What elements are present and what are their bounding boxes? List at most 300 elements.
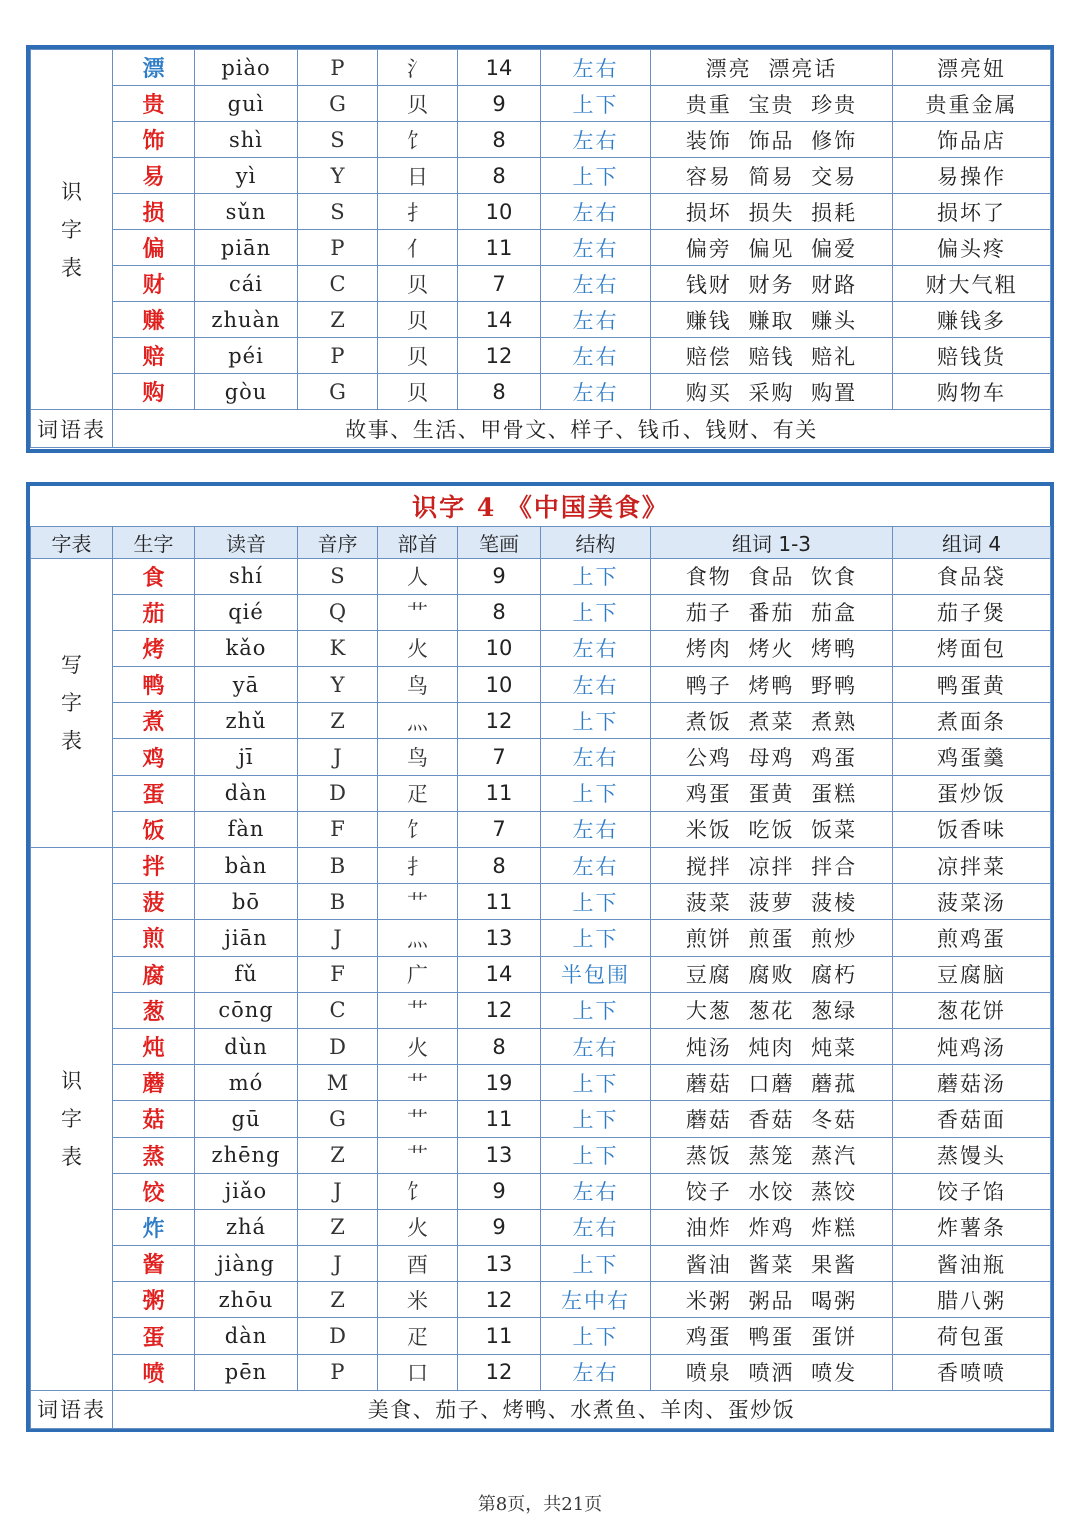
structure-cell: 上下 (541, 884, 651, 920)
table-row (31, 884, 1051, 920)
table-row (31, 630, 1051, 666)
word4-cell: 蛋炒饭 (893, 775, 1051, 811)
stroke-count-cell: 9 (458, 1173, 541, 1209)
word4-cell: 煮面条 (893, 703, 1051, 739)
table-row (31, 158, 1051, 194)
words-cell: 喷泉 喷洒 喷发 (651, 1354, 893, 1390)
words-cell: 鸡蛋 鸭蛋 蛋饼 (651, 1318, 893, 1354)
table-row (31, 920, 1051, 956)
phonetic-order-cell: D (298, 1028, 378, 1064)
words-cell: 购买 采购 购置 (651, 374, 893, 410)
word4-cell: 荷包蛋 (893, 1318, 1051, 1354)
structure-cell: 上下 (541, 558, 651, 594)
character-cell: 损 (113, 194, 195, 230)
stroke-count-cell: 8 (458, 122, 541, 158)
stroke-count-cell: 12 (458, 992, 541, 1028)
stroke-count-cell: 13 (458, 1246, 541, 1282)
radical-cell: 艹 (378, 1137, 458, 1173)
radical-cell: 人 (378, 558, 458, 594)
section-label-char: 表 (61, 255, 82, 280)
phonetic-order-cell: J (298, 920, 378, 956)
words-cell: 煎饼 煎蛋 煎炒 (651, 920, 893, 956)
table-row (31, 594, 1051, 630)
structure-cell: 左右 (541, 374, 651, 410)
phonetic-order-cell: G (298, 1101, 378, 1137)
character-cell: 茄 (113, 594, 195, 630)
structure-cell: 左右 (541, 122, 651, 158)
phonetic-order-cell: Z (298, 1137, 378, 1173)
word-table-block-1 (26, 45, 1054, 453)
phonetic-order-cell: P (298, 50, 378, 86)
table-row (31, 1173, 1051, 1209)
word4-cell: 贵重金属 (893, 86, 1051, 122)
radical-cell: 艹 (378, 992, 458, 1028)
pinyin-cell: kǎo (195, 630, 298, 666)
structure-cell: 左右 (541, 667, 651, 703)
word4-cell: 酱油瓶 (893, 1246, 1051, 1282)
radical-cell: 饣 (378, 1173, 458, 1209)
structure-cell: 上下 (541, 1065, 651, 1101)
stroke-count-cell: 8 (458, 158, 541, 194)
structure-cell: 上下 (541, 775, 651, 811)
radical-cell: 亻 (378, 230, 458, 266)
pinyin-cell: piān (195, 230, 298, 266)
character-cell: 腐 (113, 956, 195, 992)
stroke-count-cell: 9 (458, 1209, 541, 1245)
column-header: 结构 (541, 526, 651, 558)
table-row (31, 1282, 1051, 1318)
table-row (31, 992, 1051, 1028)
structure-cell: 左右 (541, 302, 651, 338)
structure-cell: 上下 (541, 703, 651, 739)
table-row (31, 50, 1051, 86)
character-cell: 蘑 (113, 1065, 195, 1101)
table-row (31, 266, 1051, 302)
structure-cell: 左右 (541, 1028, 651, 1064)
ciyu-words: 故事、生活、甲骨文、样子、钱币、钱财、有关 (113, 410, 1051, 448)
structure-cell: 左右 (541, 194, 651, 230)
radical-cell: 贝 (378, 302, 458, 338)
table-row (31, 1354, 1051, 1390)
stroke-count-cell: 11 (458, 775, 541, 811)
word-table-block-2 (26, 482, 1054, 1432)
radical-cell: 氵 (378, 50, 458, 86)
radical-cell: 火 (378, 1028, 458, 1064)
words-cell: 蒸饭 蒸笼 蒸汽 (651, 1137, 893, 1173)
words-cell: 豆腐 腐败 腐朽 (651, 956, 893, 992)
table-row (31, 1318, 1051, 1354)
table-row (31, 122, 1051, 158)
stroke-count-cell: 9 (458, 558, 541, 594)
structure-cell: 上下 (541, 1246, 651, 1282)
phonetic-order-cell: C (298, 992, 378, 1028)
character-table-2 (30, 486, 1051, 1429)
pinyin-cell: guì (195, 86, 298, 122)
section-label-char: 表 (61, 1144, 82, 1169)
stroke-count-cell: 10 (458, 194, 541, 230)
character-cell: 偏 (113, 230, 195, 266)
pinyin-cell: bàn (195, 848, 298, 884)
stroke-count-cell: 12 (458, 338, 541, 374)
phonetic-order-cell: S (298, 122, 378, 158)
structure-cell: 上下 (541, 86, 651, 122)
words-cell: 蘑菇 口蘑 蘑菰 (651, 1065, 893, 1101)
phonetic-order-cell: J (298, 1173, 378, 1209)
structure-cell: 左右 (541, 338, 651, 374)
words-cell: 偏旁 偏见 偏爱 (651, 230, 893, 266)
stroke-count-cell: 11 (458, 230, 541, 266)
table-row (31, 1028, 1051, 1064)
character-cell: 饺 (113, 1173, 195, 1209)
phonetic-order-cell: S (298, 194, 378, 230)
word4-cell: 豆腐脑 (893, 956, 1051, 992)
pinyin-cell: sǔn (195, 194, 298, 230)
radical-cell: 火 (378, 1209, 458, 1245)
stroke-count-cell: 19 (458, 1065, 541, 1101)
table-row (31, 558, 1051, 594)
structure-cell: 上下 (541, 1101, 651, 1137)
word4-cell: 蘑菇汤 (893, 1065, 1051, 1101)
table-row (31, 1065, 1051, 1101)
words-cell: 容易 简易 交易 (651, 158, 893, 194)
table-row (31, 1137, 1051, 1173)
table-row (31, 1246, 1051, 1282)
section-label-char: 识 (61, 1068, 82, 1093)
word4-cell: 炸薯条 (893, 1209, 1051, 1245)
phonetic-order-cell: Q (298, 594, 378, 630)
phonetic-order-cell: K (298, 630, 378, 666)
phonetic-order-cell: M (298, 1065, 378, 1101)
character-cell: 漂 (113, 50, 195, 86)
phonetic-order-cell: J (298, 739, 378, 775)
stroke-count-cell: 11 (458, 884, 541, 920)
column-header: 读音 (195, 526, 298, 558)
word4-cell: 凉拌菜 (893, 848, 1051, 884)
stroke-count-cell: 14 (458, 302, 541, 338)
character-cell: 葱 (113, 992, 195, 1028)
word4-cell: 煎鸡蛋 (893, 920, 1051, 956)
words-cell: 赚钱 赚取 赚头 (651, 302, 893, 338)
phonetic-order-cell: Z (298, 1282, 378, 1318)
pinyin-cell: shì (195, 122, 298, 158)
table-row (31, 956, 1051, 992)
stroke-count-cell: 9 (458, 86, 541, 122)
column-header: 生字 (113, 526, 195, 558)
word4-cell: 饺子馅 (893, 1173, 1051, 1209)
radical-cell: 艹 (378, 594, 458, 630)
column-header: 音序 (298, 526, 378, 558)
radical-cell: 鸟 (378, 667, 458, 703)
pinyin-cell: zhuàn (195, 302, 298, 338)
column-header: 部首 (378, 526, 458, 558)
stroke-count-cell: 14 (458, 50, 541, 86)
radical-cell: 扌 (378, 848, 458, 884)
character-cell: 鸭 (113, 667, 195, 703)
word4-cell: 炖鸡汤 (893, 1028, 1051, 1064)
lesson-title: 识字 4 《中国美食》 (31, 486, 1051, 526)
radical-cell: 贝 (378, 374, 458, 410)
character-cell: 酱 (113, 1246, 195, 1282)
structure-cell: 左右 (541, 848, 651, 884)
stroke-count-cell: 10 (458, 630, 541, 666)
radical-cell: 口 (378, 1354, 458, 1390)
pinyin-cell: yì (195, 158, 298, 194)
word4-cell: 损坏了 (893, 194, 1051, 230)
phonetic-order-cell: Z (298, 302, 378, 338)
phonetic-order-cell: G (298, 86, 378, 122)
stroke-count-cell: 11 (458, 1318, 541, 1354)
stroke-count-cell: 8 (458, 1028, 541, 1064)
radical-cell: 灬 (378, 920, 458, 956)
word4-cell: 蒸馒头 (893, 1137, 1051, 1173)
section-label-shizi (31, 50, 113, 410)
pinyin-cell: gū (195, 1101, 298, 1137)
structure-cell: 左右 (541, 230, 651, 266)
column-header: 组词 4 (893, 526, 1051, 558)
words-cell: 贵重 宝贵 珍贵 (651, 86, 893, 122)
phonetic-order-cell: C (298, 266, 378, 302)
pinyin-cell: zhēng (195, 1137, 298, 1173)
stroke-count-cell: 8 (458, 594, 541, 630)
table-row (31, 338, 1051, 374)
pinyin-cell: dàn (195, 775, 298, 811)
section-label-char: 字 (61, 1106, 82, 1131)
character-cell: 拌 (113, 848, 195, 884)
character-cell: 饰 (113, 122, 195, 158)
radical-cell: 米 (378, 1282, 458, 1318)
character-cell: 购 (113, 374, 195, 410)
section-label-char: 字 (61, 217, 82, 242)
word4-cell: 鸡蛋羹 (893, 739, 1051, 775)
character-cell: 财 (113, 266, 195, 302)
page-number: 第8页，共21页 (477, 1494, 603, 1515)
phonetic-order-cell: Z (298, 1209, 378, 1245)
word4-cell: 葱花饼 (893, 992, 1051, 1028)
character-cell: 蛋 (113, 1318, 195, 1354)
pinyin-cell: pēn (195, 1354, 298, 1390)
stroke-count-cell: 8 (458, 848, 541, 884)
pinyin-cell: bō (195, 884, 298, 920)
words-cell: 油炸 炸鸡 炸糕 (651, 1209, 893, 1245)
phonetic-order-cell: G (298, 374, 378, 410)
words-cell: 菠菜 菠萝 菠棱 (651, 884, 893, 920)
words-cell: 煮饭 煮菜 煮熟 (651, 703, 893, 739)
pinyin-cell: jiān (195, 920, 298, 956)
words-cell: 漂亮 漂亮话 (651, 50, 893, 86)
character-table-1 (30, 49, 1051, 448)
ciyu-label: 词语表 (31, 410, 113, 448)
table-row (31, 1101, 1051, 1137)
word4-cell: 财大气粗 (893, 266, 1051, 302)
stroke-count-cell: 7 (458, 266, 541, 302)
radical-cell: 扌 (378, 194, 458, 230)
character-cell: 喷 (113, 1354, 195, 1390)
radical-cell: 艹 (378, 1101, 458, 1137)
radical-cell: 广 (378, 956, 458, 992)
section-label-char: 写 (61, 652, 82, 677)
structure-cell: 左右 (541, 739, 651, 775)
radical-cell: 疋 (378, 1318, 458, 1354)
words-cell: 食物 食品 饮食 (651, 558, 893, 594)
word4-cell: 赔钱货 (893, 338, 1051, 374)
structure-cell: 左右 (541, 811, 651, 847)
words-cell: 炖汤 炖肉 炖菜 (651, 1028, 893, 1064)
phonetic-order-cell: B (298, 884, 378, 920)
stroke-count-cell: 14 (458, 956, 541, 992)
structure-cell: 上下 (541, 992, 651, 1028)
table-row (31, 374, 1051, 410)
table-row (31, 230, 1051, 266)
pinyin-cell: yā (195, 667, 298, 703)
character-cell: 易 (113, 158, 195, 194)
words-cell: 酱油 酱菜 果酱 (651, 1246, 893, 1282)
character-cell: 鸡 (113, 739, 195, 775)
structure-cell: 上下 (541, 594, 651, 630)
table-row (31, 703, 1051, 739)
word4-cell: 茄子煲 (893, 594, 1051, 630)
column-header: 笔画 (458, 526, 541, 558)
character-cell: 饭 (113, 811, 195, 847)
word4-cell: 食品袋 (893, 558, 1051, 594)
table-row (31, 194, 1051, 230)
radical-cell: 艹 (378, 1065, 458, 1101)
table-row (31, 811, 1051, 847)
radical-cell: 日 (378, 158, 458, 194)
pinyin-cell: mó (195, 1065, 298, 1101)
word4-cell: 漂亮妞 (893, 50, 1051, 86)
radical-cell: 贝 (378, 266, 458, 302)
stroke-count-cell: 13 (458, 1137, 541, 1173)
words-cell: 米饭 吃饭 饭菜 (651, 811, 893, 847)
pinyin-cell: cōng (195, 992, 298, 1028)
character-cell: 粥 (113, 1282, 195, 1318)
section-label-char: 识 (61, 179, 82, 204)
radical-cell: 火 (378, 630, 458, 666)
stroke-count-cell: 12 (458, 703, 541, 739)
words-cell: 饺子 水饺 蒸饺 (651, 1173, 893, 1209)
radical-cell: 贝 (378, 86, 458, 122)
phonetic-order-cell: D (298, 775, 378, 811)
character-cell: 煎 (113, 920, 195, 956)
pinyin-cell: fàn (195, 811, 298, 847)
table-row (31, 848, 1051, 884)
character-cell: 炖 (113, 1028, 195, 1064)
pinyin-cell: zhá (195, 1209, 298, 1245)
word4-cell: 易操作 (893, 158, 1051, 194)
character-cell: 食 (113, 558, 195, 594)
words-cell: 蘑菇 香菇 冬菇 (651, 1101, 893, 1137)
word4-cell: 烤面包 (893, 630, 1051, 666)
ciyu-words: 美食、茄子、烤鸭、水煮鱼、羊肉、蛋炒饭 (113, 1390, 1051, 1428)
table-row (31, 1209, 1051, 1245)
pinyin-cell: gòu (195, 374, 298, 410)
stroke-count-cell: 12 (458, 1354, 541, 1390)
ciyu-row (31, 1390, 1051, 1428)
structure-cell: 左右 (541, 1209, 651, 1245)
word4-cell: 偏头疼 (893, 230, 1051, 266)
pinyin-cell: piào (195, 50, 298, 86)
radical-cell: 疋 (378, 775, 458, 811)
structure-cell: 半包围 (541, 956, 651, 992)
words-cell: 茄子 番茄 茄盒 (651, 594, 893, 630)
character-cell: 贵 (113, 86, 195, 122)
word4-cell: 菠菜汤 (893, 884, 1051, 920)
structure-cell: 上下 (541, 1137, 651, 1173)
radical-cell: 鸟 (378, 739, 458, 775)
radical-cell: 灬 (378, 703, 458, 739)
structure-cell: 左右 (541, 630, 651, 666)
pinyin-cell: zhǔ (195, 703, 298, 739)
character-cell: 炸 (113, 1209, 195, 1245)
words-cell: 大葱 葱花 葱绿 (651, 992, 893, 1028)
word4-cell: 腊八粥 (893, 1282, 1051, 1318)
phonetic-order-cell: D (298, 1318, 378, 1354)
words-cell: 鸭子 烤鸭 野鸭 (651, 667, 893, 703)
radical-cell: 艹 (378, 884, 458, 920)
ciyu-label: 词语表 (31, 1390, 113, 1428)
column-header: 组词 1-3 (651, 526, 893, 558)
pinyin-cell: jiǎo (195, 1173, 298, 1209)
table-row (31, 302, 1051, 338)
words-cell: 鸡蛋 蛋黄 蛋糕 (651, 775, 893, 811)
phonetic-order-cell: P (298, 1354, 378, 1390)
pinyin-cell: péi (195, 338, 298, 374)
character-cell: 烤 (113, 630, 195, 666)
stroke-count-cell: 7 (458, 739, 541, 775)
phonetic-order-cell: S (298, 558, 378, 594)
ciyu-row (31, 410, 1051, 448)
character-cell: 赚 (113, 302, 195, 338)
words-cell: 钱财 财务 财路 (651, 266, 893, 302)
word4-cell: 赚钱多 (893, 302, 1051, 338)
table-row (31, 86, 1051, 122)
section-label-xiezi (31, 558, 113, 848)
phonetic-order-cell: Z (298, 703, 378, 739)
character-cell: 蒸 (113, 1137, 195, 1173)
structure-cell: 上下 (541, 1318, 651, 1354)
pinyin-cell: dùn (195, 1028, 298, 1064)
words-cell: 损坏 损失 损耗 (651, 194, 893, 230)
pinyin-cell: qié (195, 594, 298, 630)
character-cell: 煮 (113, 703, 195, 739)
phonetic-order-cell: B (298, 848, 378, 884)
structure-cell: 左右 (541, 266, 651, 302)
table-row (31, 775, 1051, 811)
words-cell: 赔偿 赔钱 赔礼 (651, 338, 893, 374)
stroke-count-cell: 12 (458, 1282, 541, 1318)
character-cell: 蛋 (113, 775, 195, 811)
words-cell: 烤肉 烤火 烤鸭 (651, 630, 893, 666)
word4-cell: 饰品店 (893, 122, 1051, 158)
phonetic-order-cell: P (298, 230, 378, 266)
table-row (31, 667, 1051, 703)
column-header: 字表 (31, 526, 113, 558)
structure-cell: 左中右 (541, 1282, 651, 1318)
character-cell: 菇 (113, 1101, 195, 1137)
pinyin-cell: shí (195, 558, 298, 594)
pinyin-cell: cái (195, 266, 298, 302)
structure-cell: 左右 (541, 1354, 651, 1390)
words-cell: 装饰 饰品 修饰 (651, 122, 893, 158)
radical-cell: 酉 (378, 1246, 458, 1282)
phonetic-order-cell: F (298, 811, 378, 847)
pinyin-cell: dàn (195, 1318, 298, 1354)
words-cell: 搅拌 凉拌 拌合 (651, 848, 893, 884)
words-cell: 米粥 粥品 喝粥 (651, 1282, 893, 1318)
character-cell: 赔 (113, 338, 195, 374)
section-label-char: 表 (61, 728, 82, 753)
character-cell: 菠 (113, 884, 195, 920)
